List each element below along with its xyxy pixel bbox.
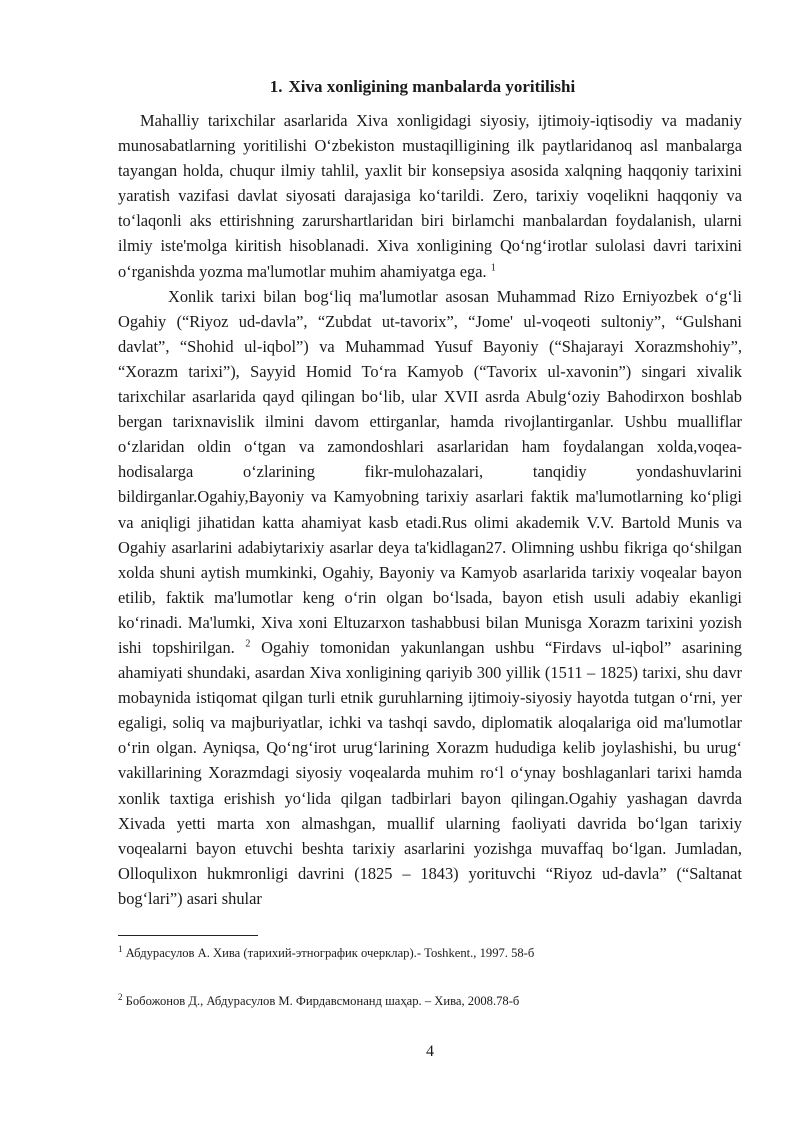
page-number: 4	[426, 1043, 434, 1060]
footnote-1-mark: 1	[118, 943, 123, 954]
footnote-1	[118, 945, 742, 961]
footnote-separator	[118, 935, 258, 936]
paragraph-2-tail: Ogahiy tomonidan yakunlangan ushbu “Firdavs ul-iqbol” asarining ahamiyati shundaki, asardan Xiva xonligining qariyib 300 yillik (1511 – 1825) tarixi, shu davr mobaynida istiqomat qilgan turli etnik guruhlarning ijtimoiy-siyosiy hayotda tutgan o‘rni, yer egaligi, soliq va majburiyatlar, ichki va tashqi savdo, diplomatik aloqalariga oid ma'lumotlar o‘rin olgan. Ayniqsa, Qo‘ng‘irot urug‘larining Xorazm hududiga kelib joylashishi, bu urug‘ vakillarining Xorazmdagi siyosiy voqealarda muhim ro‘l o‘ynay boshlaganlari tarixi hamda xonlik taxtiga erishish yo‘lida qilgan tadbirlari bayon qilingan.Ogahiy yashagan davrda Xivada yetti marta xon almashgan, muallif ularning faoliyati davrida bo‘lgan tarixiy voqealarni bayon etuvchi beshta tarixiy asarlarini yozishga muvaffaq bo‘lgan. Jumladan, Olloqulixon hukmronligi davrini (1825 – 1843) yorituvchi “Riyoz ud-davla” (“Saltanat bog‘lari”) asari shular	[118, 637, 743, 908]
footnote-2	[118, 993, 742, 1009]
footnote-ref-1[interactable]: 1	[490, 262, 496, 274]
paragraph-2	[118, 284, 742, 911]
section-number: 1.	[269, 77, 283, 96]
footnote-2-mark: 2	[118, 991, 123, 1002]
body-text	[118, 108, 742, 911]
paragraph-1	[118, 108, 742, 284]
section-title: Xiva xonligining manbalarda yoritilishi	[288, 77, 576, 96]
paragraph-1-text: Mahalliy tarixchilar asarlarida Xiva xonligidagi siyosiy, ijtimoiy-iqtisodiy va madaniy munosabatlarning yoritilishi O‘zbekiston mustaqilligining ilk paytlaridanoq asl manbalarga tayangan holda, chuqur ilmiy tahlil, yaxlit bir konsepsiya asosida xalqning haqqoniy tarixini yaratish vazifasi davlat siyosati darajasiga ko‘tarildi. Zero, tarixiy voqelikni haqqoniy va to‘laqonli aks ettirishning zarurshartlaridan biri birlamchi manbalardan foydalanish, ularni ilmiy iste'molga kiritish hisoblanadi. Xiva xonligining Qo‘ng‘irotlar sulolasi davri tarixini o‘rganishda yozma ma'lumotlar muhim ahamiyatga ega.	[118, 111, 742, 281]
footnote-ref-2[interactable]: 2	[245, 638, 251, 650]
section-heading	[0, 76, 800, 98]
paragraph-2-text: Xonlik tarixi bilan bog‘liq ma'lumotlar asosan Muhammad Rizo Erniyozbek o‘g‘li Ogahiy (“Riyoz ud-davla”, “Zubdat ut-tavorix”, “Jome' ul-voqeoti sultoniy”, “Gulshani davlat”, “Shohid ul-iqbol”) va Muhammad Yusuf Bayoniy (“Shajarayi Xorazmshohiy”, “Xorazm tarixi”), Sayyid Homid To‘ra Kamyob (“Tavorix ul-xavonin”) singari xivalik tarixchilar asarlarida qayd qilingan bo‘lib, ular XVII asrda Abulg‘oziy Bahodirxon boshlab bergan tarixnavislik ilmini davom ettirganlar, hamda rivojlantirganlar. Ushbu mualliflar o‘zlaridan oldin o‘tgan va zamondoshlari asarlaridan ham foydalangan xolda,voqea-hodisalarga o‘zlarining fikr-mulohazalari, tanqidiy yondashuvlarini bildirganlar.Ogahiy,Bayoniy va Kamyobning tarixiy asarlari faktik ma'lumotlarning ko‘pligi va aniqligi jihatidan katta ahamiyat kasb etadi.Rus olimi akademik V.V. Bartold Munis va Ogahiy asarlarini adabiytarixiy asarlar deya ta'kidlagan27. Olimning ushbu fikriga qo‘shilgan xolda shuni aytish mumkinki, Ogahiy, Bayoniy va Kamyob asarlarida tarixiy voqealar bayon etilib, faktik ma'lumotlar keng o‘rin olgan bo‘lsada, bayon etish usuli adabiy ekanligi ko‘rinadi. Ma'lumki, Xiva xoni Eltuzarxon tashabbusi bilan Munisga Xorazm tarixini yozish ishi topshirilgan.	[118, 286, 742, 657]
footnote-1-text: Абдурасулов А. Хива (тарихий-этнографик очерклар).- Toshkent., 1997. 58-б	[125, 946, 535, 960]
footnote-2-text: Бобожонов Д., Абдурасулов М. Фирдавсмонанд шаҳар. – Хива, 2008.78-б	[125, 994, 520, 1008]
